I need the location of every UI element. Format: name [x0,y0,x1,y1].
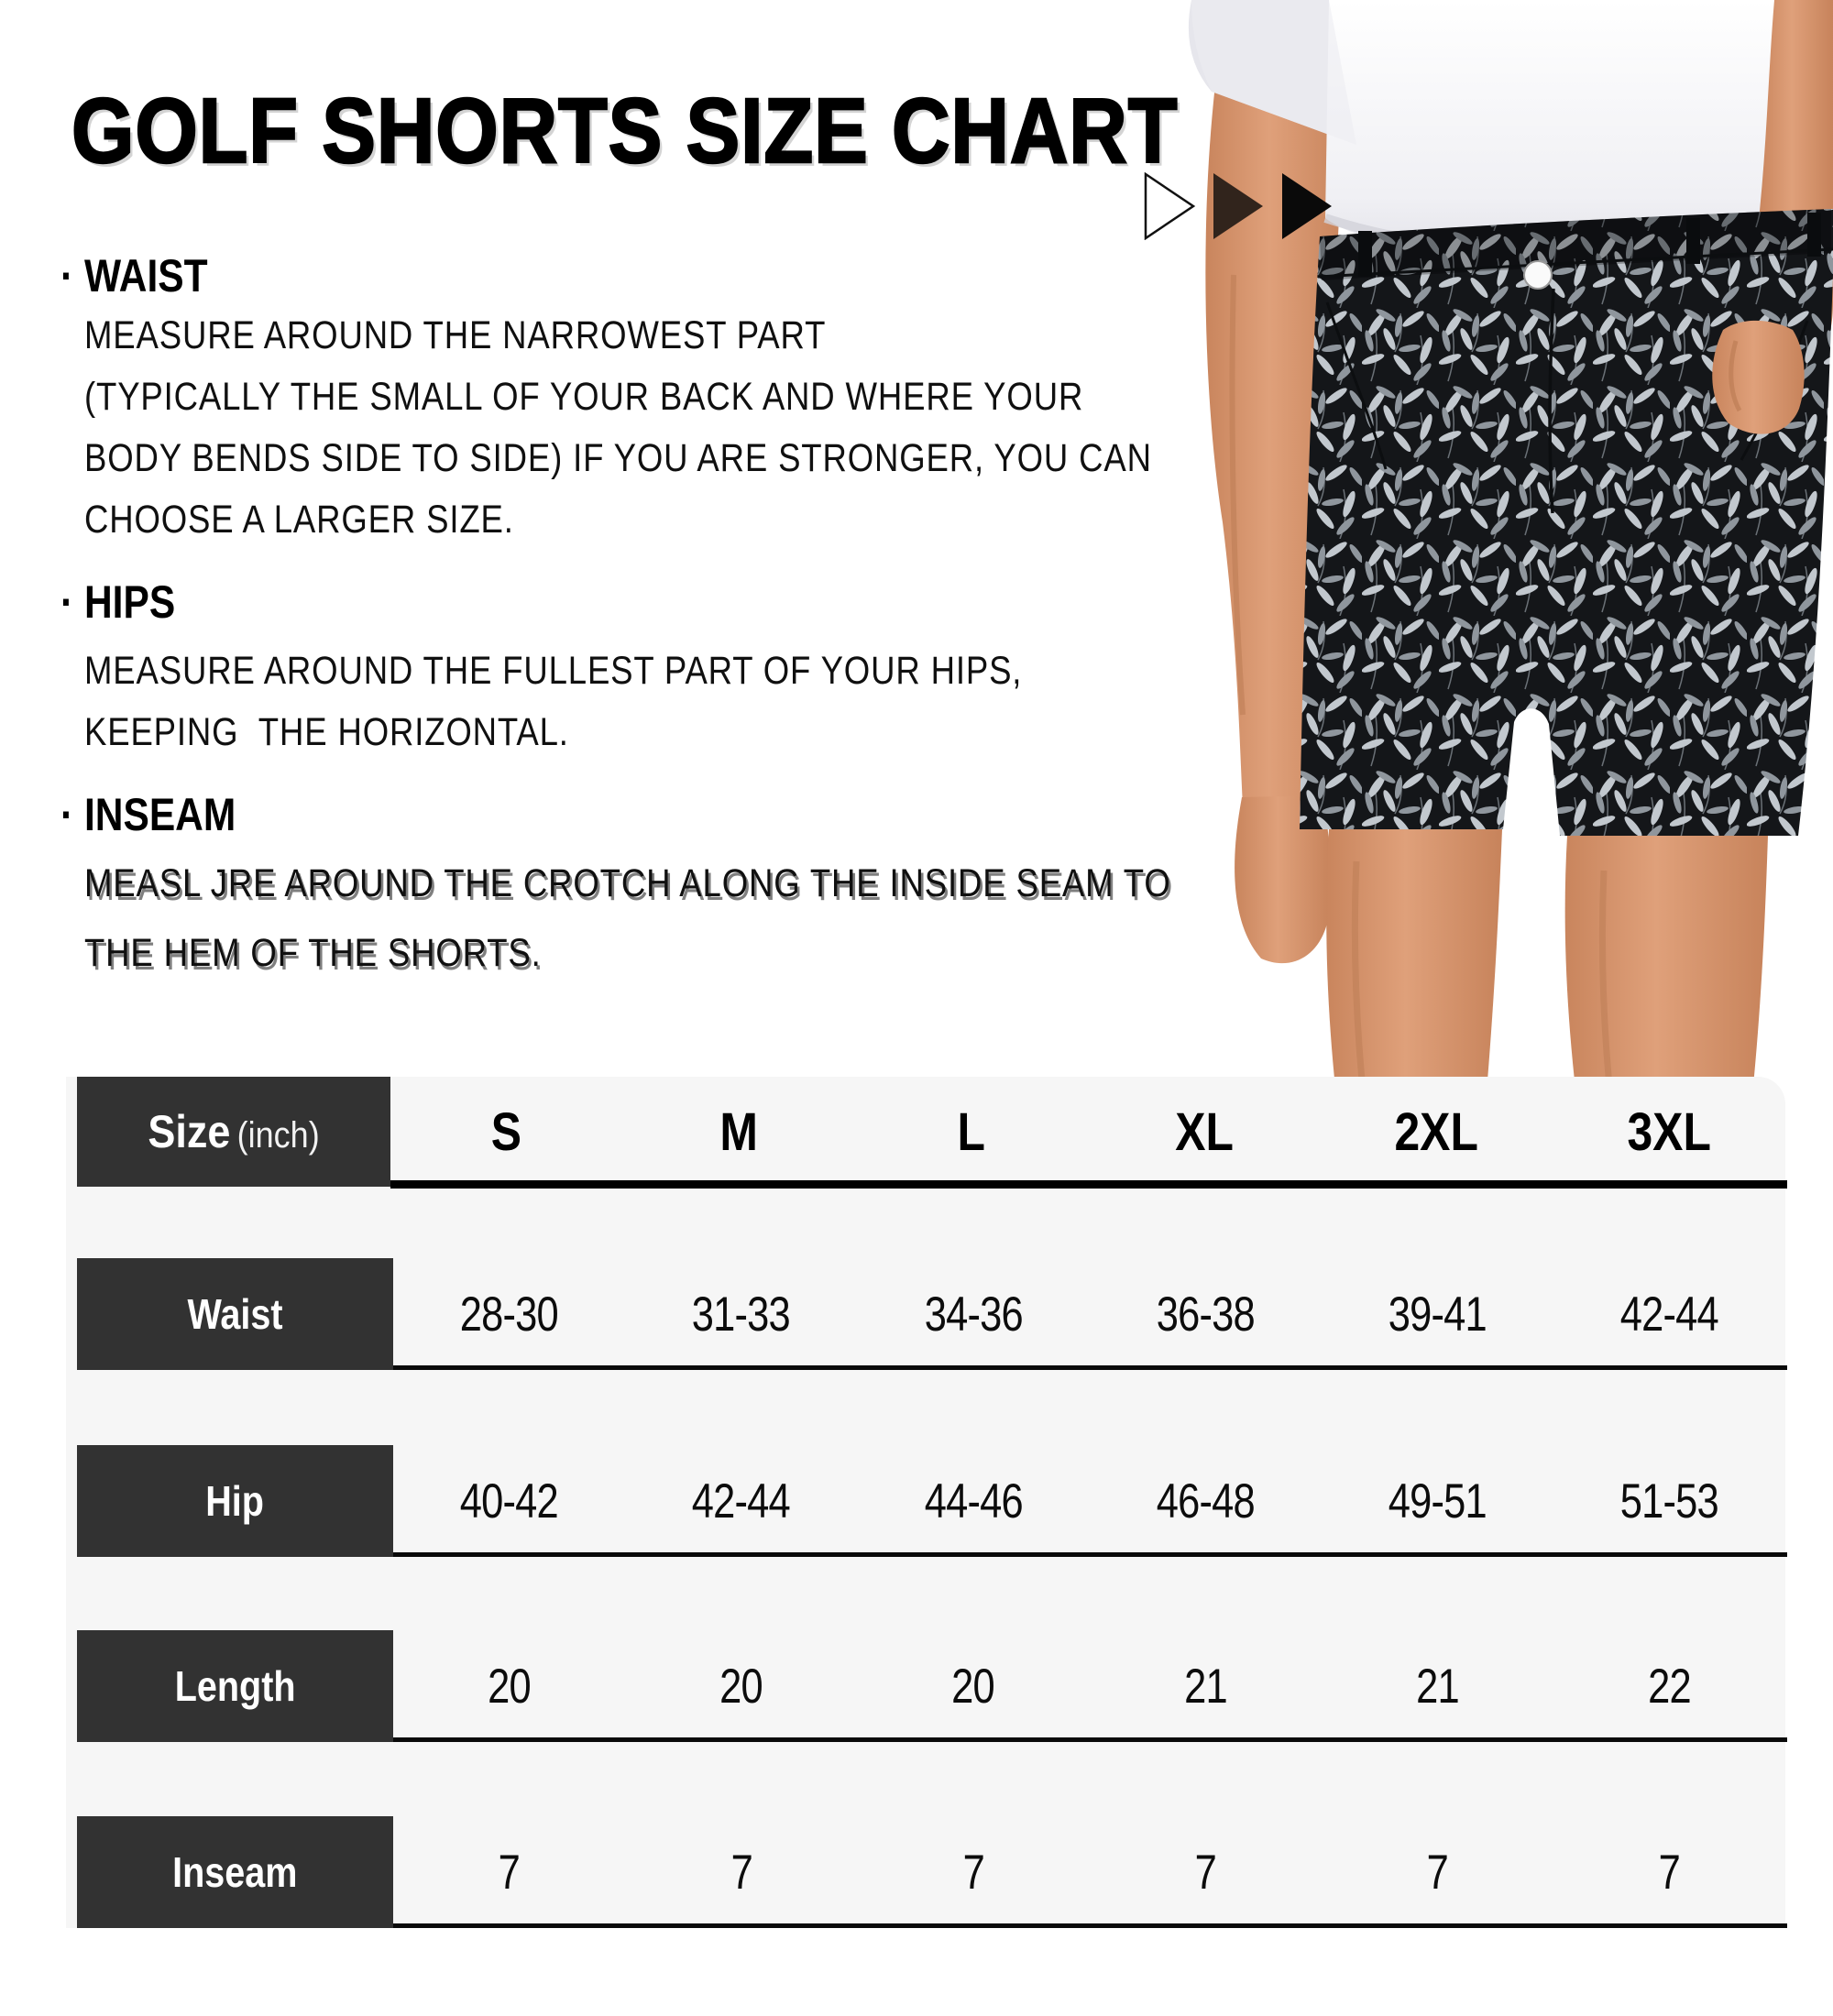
section-hips-line: MEASURE AROUND THE FULLEST PART OF YOUR HIPS, [84,649,1023,693]
section-waist-line: BODY BENDS SIDE TO SIDE) IF YOU ARE STRONGER, YOU CAN [84,436,1152,480]
bullet-dot: · [60,576,74,628]
section-waist-line: MEASURE AROUND THE NARROWEST PART [84,313,827,357]
waist-value-m: 31-33 [692,1287,791,1342]
column-header-xl: XL [1174,1101,1234,1162]
hip-value-xl: 46-48 [1156,1474,1255,1528]
model-right-hand [1712,321,1804,434]
column-header-m: M [719,1101,759,1162]
hip-value-2xl: 49-51 [1388,1474,1487,1528]
triangle-arrows-decoration [1144,172,1336,240]
column-header-2xl: 2XL [1394,1101,1479,1162]
waist-value-l: 34-36 [924,1287,1023,1342]
triangle-outline-icon [1146,174,1193,238]
section-waist-line: (TYPICALLY THE SMALL OF YOUR BACK AND WHERE YOUR [84,375,1084,419]
row-label-inseam: Inseam [77,1816,393,1928]
length-value-l: 20 [951,1659,995,1714]
shorts-button [1524,261,1552,289]
model-legs [1326,829,1768,1113]
waist-value-3xl: 42-44 [1619,1287,1718,1342]
inseam-value-2xl: 7 [1426,1845,1448,1900]
table-corner-size-inch [77,1077,390,1187]
section-heading-inseam: · INSEAM [60,789,236,840]
section-hips-line: KEEPING THE HORIZONTAL. [84,710,569,754]
waist-value-2xl: 39-41 [1388,1287,1487,1342]
table-row-hip [393,1445,1785,1557]
bullet-dot: · [60,789,74,840]
inseam-value-m: 7 [730,1845,752,1900]
row-rule [393,1923,1787,1928]
length-value-m: 20 [719,1659,763,1714]
length-value-s: 20 [488,1659,531,1714]
hip-value-s: 40-42 [460,1474,559,1528]
hip-value-m: 42-44 [692,1474,791,1528]
triangle-dark-icon [1213,173,1263,239]
column-header-s: S [491,1101,522,1162]
header-rule [390,1180,1787,1189]
length-value-2xl: 21 [1415,1659,1459,1714]
model-shorts [1300,209,1833,836]
length-value-3xl: 22 [1648,1659,1691,1714]
inseam-value-l: 7 [962,1845,984,1900]
table-row-length [393,1630,1785,1742]
corner-unit: (inch) [236,1115,320,1156]
inseam-value-3xl: 7 [1658,1845,1681,1900]
row-rule [393,1737,1787,1742]
column-header-l: L [957,1101,986,1162]
row-rule [393,1552,1787,1557]
table-size-columns [390,1077,1785,1187]
hip-value-l: 44-46 [924,1474,1023,1528]
column-header-3xl: 3XL [1627,1101,1711,1162]
row-rule [393,1365,1787,1370]
section-inseam-line: MEASL JRE AROUND THE CROTCH ALONG THE INSIDE SEAM TO [84,861,1171,905]
row-label-waist: Waist [77,1258,393,1370]
length-value-xl: 21 [1183,1659,1227,1714]
section-inseam-line: THE HEM OF THE SHORTS. [84,931,542,975]
section-heading-hips: · HIPS [60,576,176,628]
waist-value-xl: 36-38 [1156,1287,1255,1342]
section-waist-line: CHOOSE A LARGER SIZE. [84,498,514,542]
table-row-inseam [393,1816,1785,1928]
hip-value-3xl: 51-53 [1619,1474,1718,1528]
page-title: GOLF SHORTS SIZE CHART [71,80,1179,182]
waist-value-s: 28-30 [460,1287,559,1342]
inseam-value-s: 7 [498,1845,521,1900]
corner-label: Size [148,1106,231,1157]
bullet-dot: · [60,250,74,301]
triangle-black-icon [1282,173,1332,239]
row-label-hip: Hip [77,1445,393,1557]
inseam-value-xl: 7 [1194,1845,1216,1900]
row-label-length: Length [77,1630,393,1742]
section-heading-waist: · WAIST [60,250,208,301]
table-row-waist [393,1258,1785,1370]
